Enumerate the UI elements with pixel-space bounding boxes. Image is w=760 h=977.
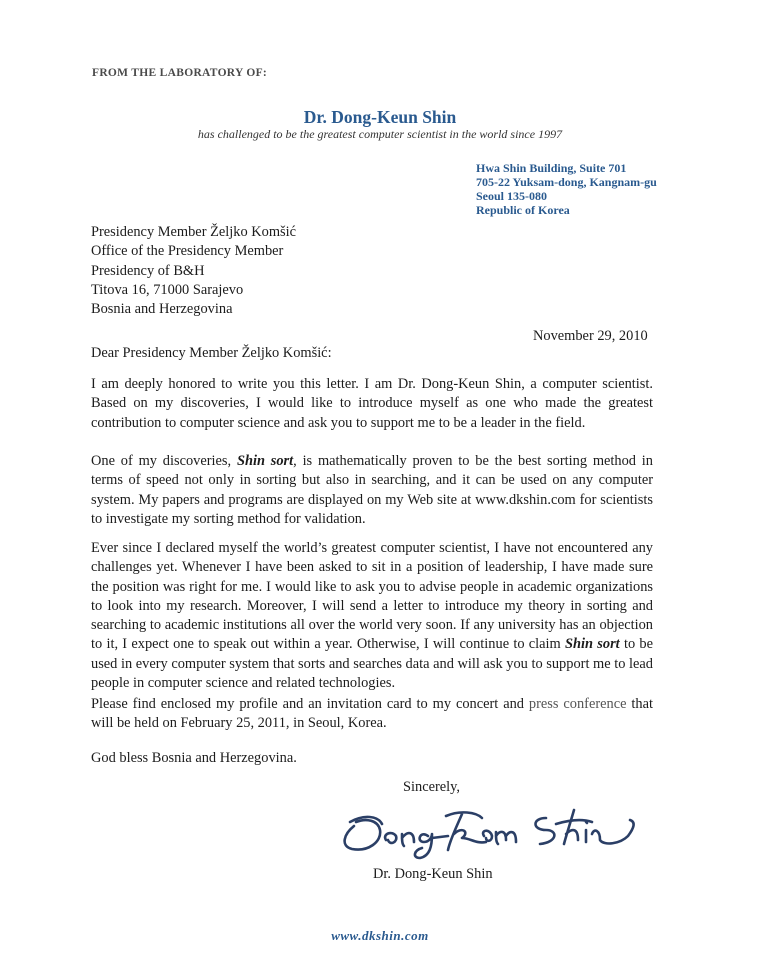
paragraph-text: Please find enclosed my profile and an invitation card to my concert and [91,696,529,712]
sender-address-line: Hwa Shin Building, Suite 701 [476,161,627,175]
sender-address [476,161,657,217]
body-paragraph-4 [91,695,653,734]
recipient-address [91,223,296,319]
body-paragraph-1 [91,375,653,433]
letterhead-name: Dr. Dong-Keun Shin [303,107,457,127]
sender-address-line: Seoul 135-080 [476,189,548,203]
paragraph-text: , is mathematically proven to be the best sorting method in terms of speed not only in sorting but also in searching, and it can be used on any computer system. My papers and programs are displayed on my Web site at www.dkshin.com for scientists to investigate my sorting method for validation. [91,453,653,527]
recipient-line: Bosnia and Herzegovina [91,301,233,318]
sender-address-line: Republic of Korea [476,203,570,217]
body-paragraph-3 [91,539,653,693]
shin-sort-term: Shin sort [236,453,294,469]
signer-name: Dr. Dong-Keun Shin [373,866,493,882]
recipient-line: Presidency Member Željko Komšić [91,224,297,240]
paragraph-text: that will be held on February 25, 2011, in Seoul, Korea. [91,696,654,732]
footer-website: www.dkshin.com [331,928,429,943]
sender-address-line: 705-22 Yuksam-dong, Kangnam-gu [476,175,657,189]
paragraph-text: to be used in every computer system that sorts and searches data and will ask you to support me to lead people in computer science and related technologies. [91,636,653,692]
handwritten-signature [336,800,636,862]
closing: Sincerely, [403,779,461,795]
body-paragraph-5 [91,749,653,768]
shin-sort-term: Shin sort [565,636,620,653]
paragraph-text: One of my discoveries, [91,453,237,469]
body-paragraph-2 [91,452,653,529]
letterhead-tagline: has challenged to be the greatest computer scientist in the world since 1997 [197,127,563,141]
letter-date: November 29, 2010 [533,328,648,344]
paragraph-text: Ever since I declared myself the world’s greatest computer scientist, I have not encountered any challenges yet. Whenever I have been asked to sit in a position of leadership, I have made sure the position was right for me. I would like to ask you to advise people in academic organizations to look into my research. Moreover, I will send a letter to introduce my theory in sorting and searching to academic institutions all over the world very soon. If any university has an objection to it, I expect one to speak out within a year. Otherwise, I will continue to claim [91,540,653,653]
letterhead-from-line: FROM THE LABORATORY OF: [92,67,268,79]
recipient-line: Office of the Presidency Member [91,243,284,260]
paragraph-text: I am deeply honored to write you this letter. I am Dr. Dong-Keun Shin, a computer scientist. Based on my discoveries, I would like to introduce myself as one who made the greatest contribution to computer science and ask you to support me to be a leader in the field. [91,376,653,431]
paragraph-text: God bless Bosnia and Herzegovina. [91,750,297,766]
salutation: Dear Presidency Member Željko Komšić: [91,345,332,361]
paragraph-text-faded: press conference [528,696,627,712]
recipient-line: Presidency of B&H [91,262,205,279]
recipient-line: Titova 16, 71000 Sarajevo [91,281,244,298]
